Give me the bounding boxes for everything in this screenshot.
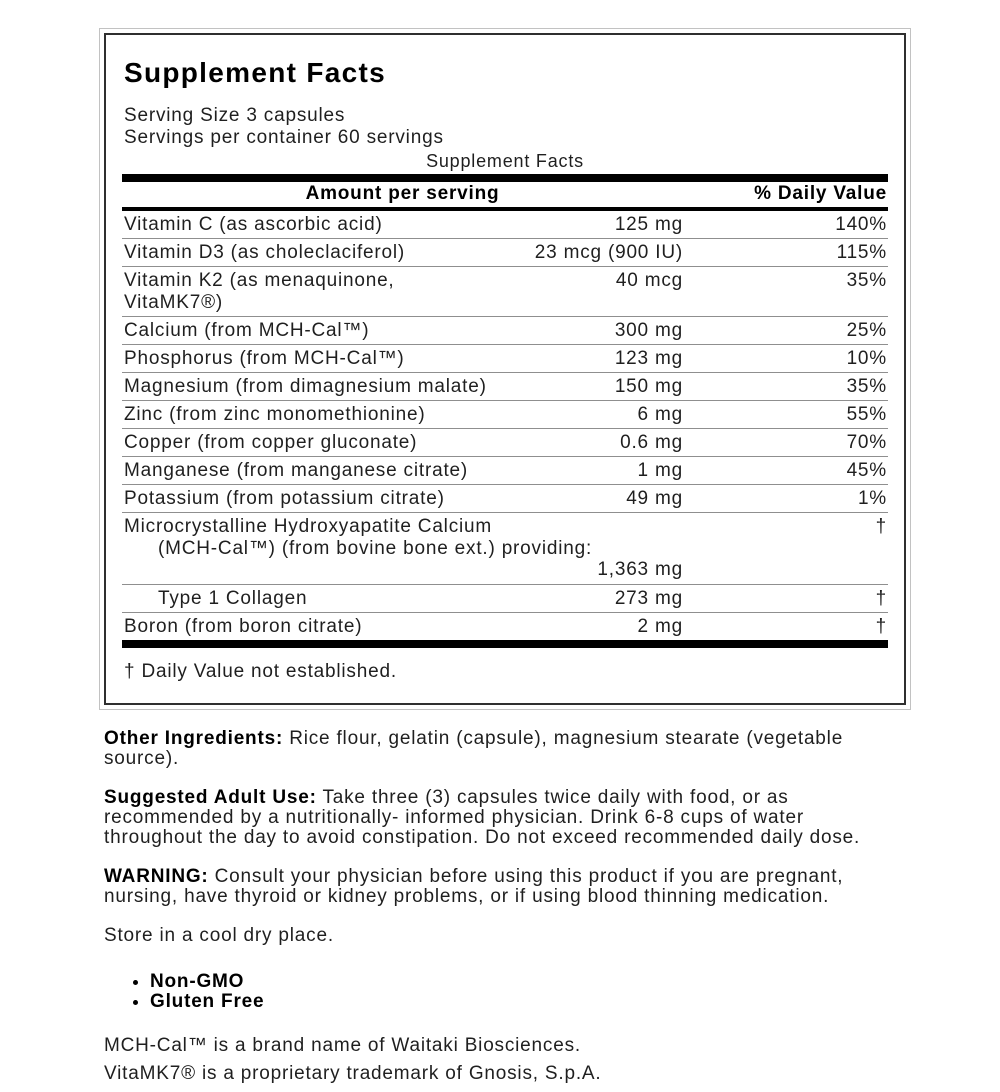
row-amount: 1,363 mg bbox=[597, 559, 683, 580]
row-daily-value: † bbox=[875, 616, 887, 637]
table-row-mch-calcium bbox=[122, 512, 888, 584]
row-daily-value: 1% bbox=[857, 488, 887, 509]
table-row bbox=[122, 372, 888, 400]
table-row bbox=[122, 612, 888, 640]
row-amount: 40 mcg bbox=[615, 270, 683, 291]
table-row bbox=[122, 266, 888, 316]
row-daily-value: 140% bbox=[835, 214, 887, 235]
table-header-row bbox=[122, 182, 888, 211]
warning bbox=[104, 867, 904, 907]
label-details bbox=[104, 729, 904, 1084]
row-name: Boron (from boron citrate) bbox=[124, 616, 363, 637]
warning-text: Consult your physician before using this product if you are pregnant, nursing, have thyroid or kidney problems, or if using blood thinning medication. bbox=[104, 866, 844, 907]
servings-per-container: Servings per container 60 servings bbox=[124, 127, 444, 148]
row-amount: 23 mcg (900 IU) bbox=[534, 242, 683, 263]
row-amount: 150 mg bbox=[614, 376, 683, 397]
row-amount: 2 mg bbox=[637, 616, 683, 637]
row-amount: 125 mg bbox=[614, 214, 683, 235]
table-row bbox=[122, 316, 888, 344]
row-name: Phosphorus (from MCH-Cal™) bbox=[124, 348, 405, 369]
row-name: Vitamin D3 (as choleclaciferol) bbox=[124, 242, 406, 263]
row-amount: 0.6 mg bbox=[620, 432, 683, 453]
row-name: Potassium (from potassium citrate) bbox=[124, 488, 445, 509]
table-row bbox=[122, 484, 888, 512]
row-amount: 300 mg bbox=[614, 320, 683, 341]
row-daily-value: † bbox=[875, 516, 887, 537]
row-daily-value: 35% bbox=[846, 270, 887, 291]
row-amount: 1 mg bbox=[637, 460, 683, 481]
table-row bbox=[122, 428, 888, 456]
supplement-facts-panel bbox=[104, 33, 906, 705]
daily-value-header: % Daily Value bbox=[754, 183, 887, 204]
row-name: Vitamin C (as ascorbic acid) bbox=[124, 214, 383, 235]
table-caption: Supplement Facts bbox=[426, 151, 584, 171]
row-name: Zinc (from zinc monomethionine) bbox=[124, 404, 426, 425]
row-daily-value: 70% bbox=[846, 432, 887, 453]
row-daily-value: 10% bbox=[846, 348, 887, 369]
storage-note: Store in a cool dry place. bbox=[104, 925, 334, 946]
warning-label: WARNING: bbox=[104, 866, 209, 887]
table-row bbox=[122, 238, 888, 266]
row-name: Vitamin K2 (as menaquinone, VitaMK7®) bbox=[124, 270, 395, 313]
row-amount: 123 mg bbox=[614, 348, 683, 369]
table-top-bar bbox=[122, 174, 888, 182]
other-ingredients-label: Other Ingredients: bbox=[104, 728, 284, 749]
trademark-note-mch-cal: MCH-Cal™ is a brand name of Waitaki Biosciences. bbox=[104, 1035, 581, 1056]
row-daily-value: † bbox=[875, 588, 887, 609]
table-row bbox=[122, 400, 888, 428]
row-name: Copper (from copper gluconate) bbox=[124, 432, 418, 453]
row-daily-value: 115% bbox=[836, 242, 887, 263]
row-amount: 49 mg bbox=[626, 488, 683, 509]
row-name: Magnesium (from dimagnesium malate) bbox=[124, 376, 487, 397]
table-bottom-bar bbox=[122, 640, 888, 648]
panel-title: Supplement Facts bbox=[124, 57, 386, 88]
badge-list bbox=[150, 972, 904, 1012]
row-daily-value: 55% bbox=[846, 404, 887, 425]
row-amount: 273 mg bbox=[614, 588, 683, 609]
table-row bbox=[122, 344, 888, 372]
badge-non-gmo: • Non-GMO bbox=[150, 972, 904, 992]
row-amount: 6 mg bbox=[637, 404, 683, 425]
suggested-use bbox=[104, 788, 904, 848]
row-name-line1: Microcrystalline Hydroxyapatite Calcium bbox=[124, 516, 493, 537]
other-ingredients-text: Rice flour, gelatin (capsule), magnesium stearate (vegetable source). bbox=[104, 728, 844, 769]
table-row bbox=[122, 211, 888, 238]
badge-gluten-free: • Gluten Free bbox=[150, 992, 904, 1012]
trademark-note-vitamk7: VitaMK7® is a proprietary trademark of Gnosis, S.p.A. bbox=[104, 1063, 602, 1084]
serving-size: Serving Size 3 capsules bbox=[124, 105, 346, 126]
row-daily-value: 25% bbox=[846, 320, 887, 341]
row-name-line2: (MCH-Cal™) (from bovine bone ext.) providing: bbox=[158, 538, 593, 559]
suggested-use-text: Take three (3) capsules twice daily with food, or as recommended by a nutritionally- informed physician. Drink 6-8 cups of water throughout the day to avoid constipation. Do not exceed recommended daily dose. bbox=[104, 787, 861, 848]
facts-table bbox=[122, 182, 888, 640]
row-daily-value: 45% bbox=[846, 460, 887, 481]
label-sheet bbox=[104, 33, 906, 1092]
suggested-use-label: Suggested Adult Use: bbox=[104, 787, 317, 808]
row-name: Type 1 Collagen bbox=[158, 588, 308, 609]
row-name: Manganese (from manganese citrate) bbox=[124, 460, 469, 481]
row-name: Calcium (from MCH-Cal™) bbox=[124, 320, 370, 341]
daily-value-footnote: † Daily Value not established. bbox=[124, 661, 397, 682]
table-row bbox=[122, 584, 888, 612]
row-daily-value: 35% bbox=[846, 376, 887, 397]
other-ingredients bbox=[104, 729, 904, 769]
table-row bbox=[122, 456, 888, 484]
amount-per-serving-header: Amount per serving bbox=[305, 183, 500, 204]
